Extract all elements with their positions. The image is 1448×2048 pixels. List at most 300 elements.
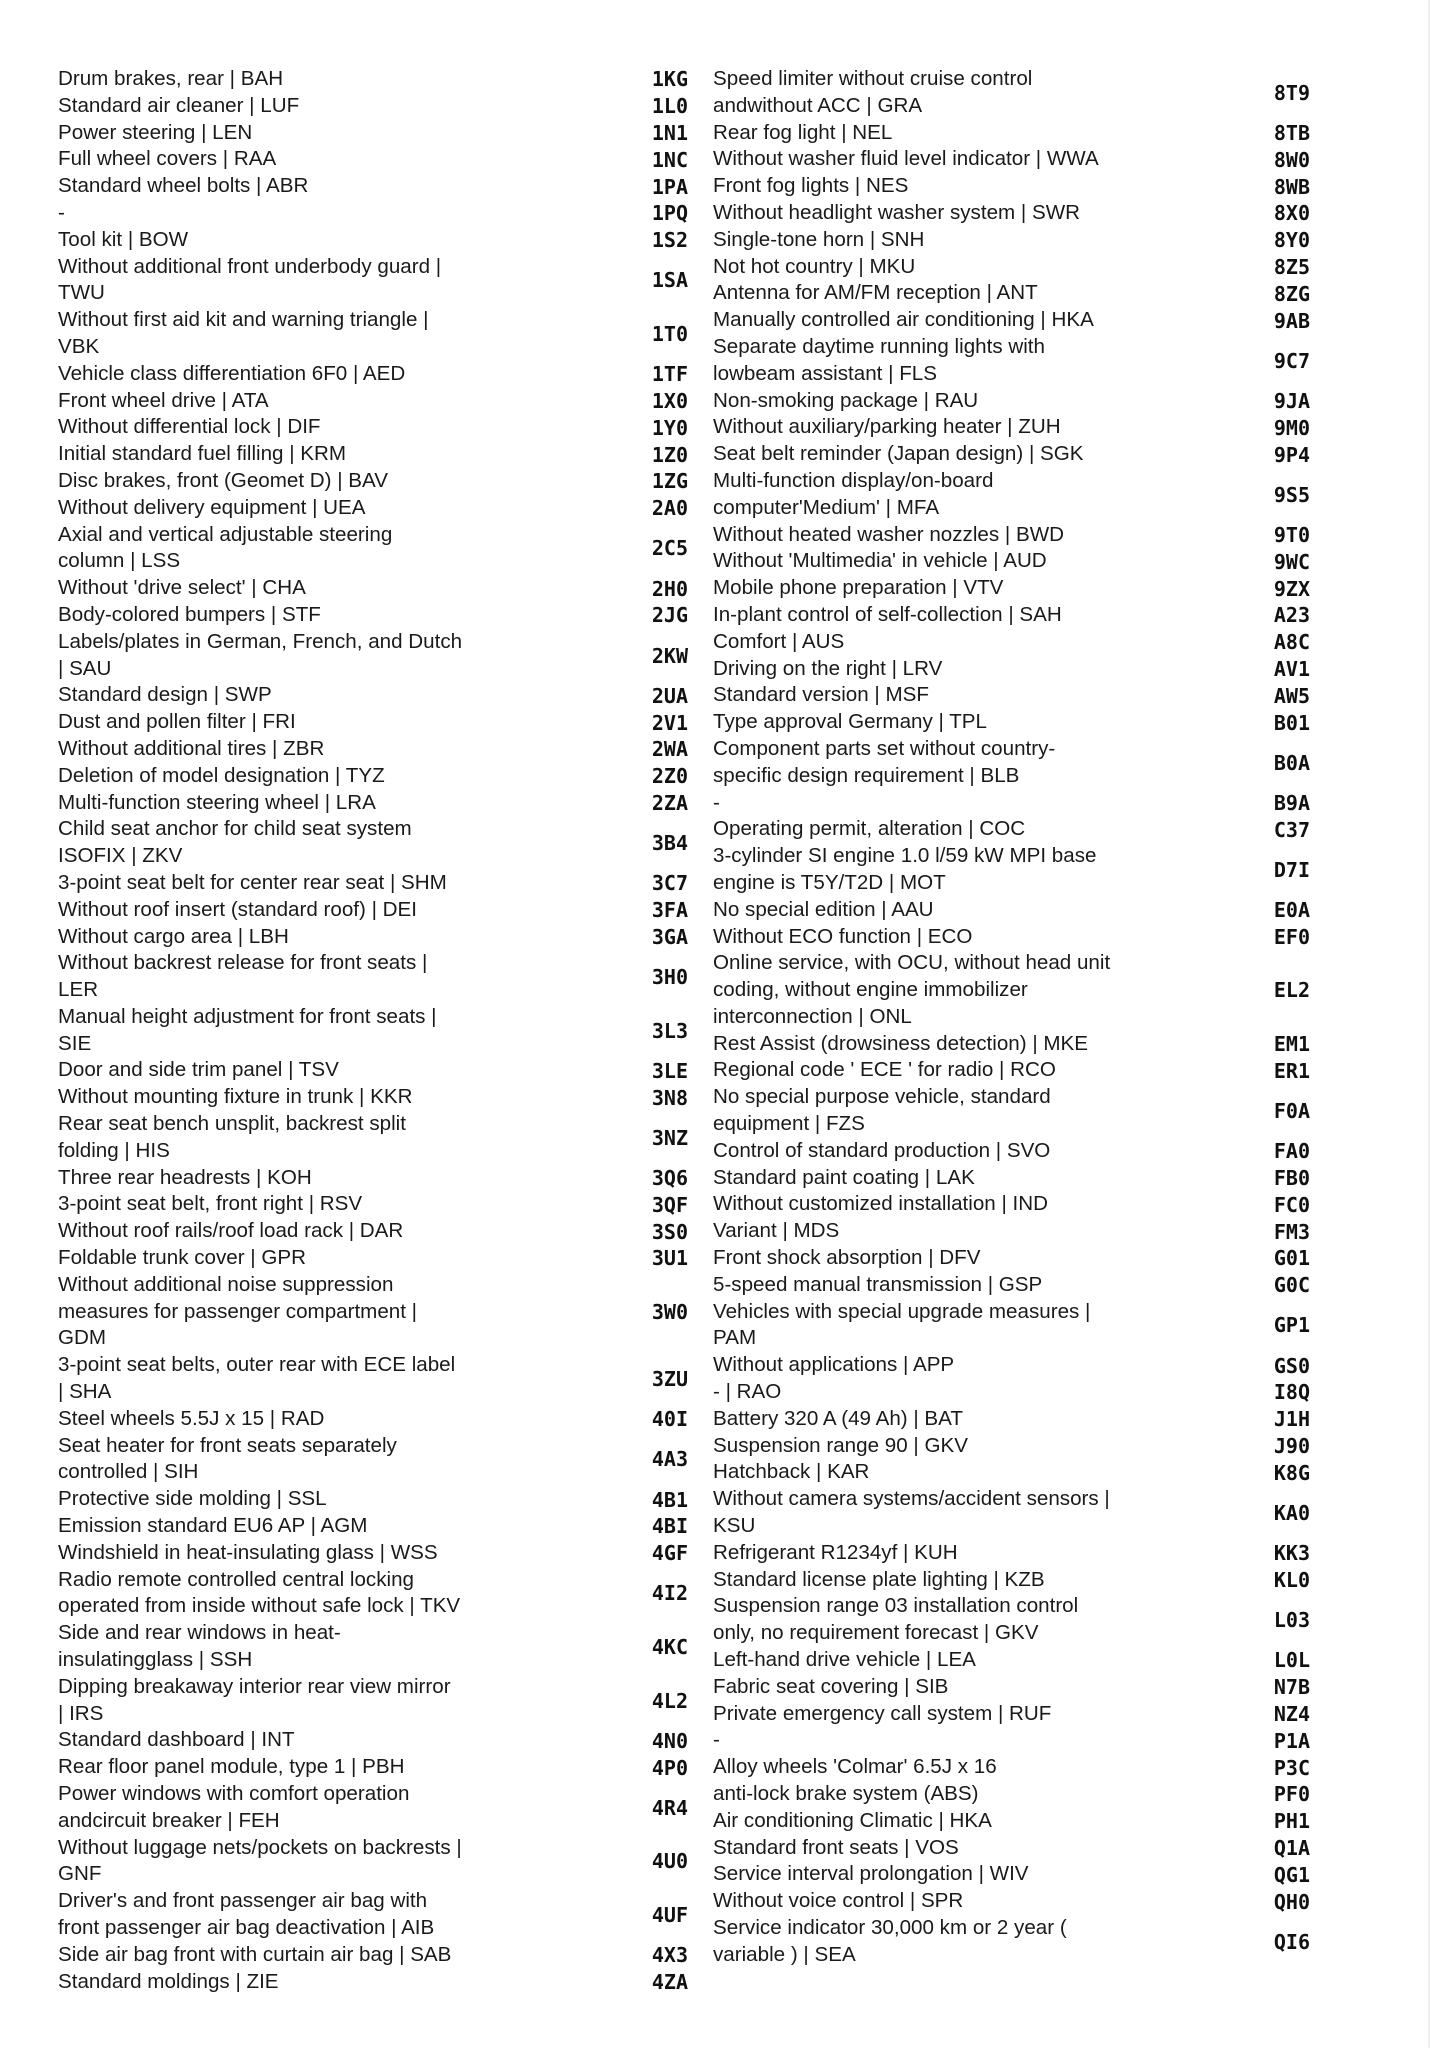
option-code: F0A bbox=[1273, 1099, 1310, 1124]
option-row bbox=[713, 146, 1310, 173]
option-row bbox=[58, 1433, 688, 1487]
option-code: 1N1 bbox=[651, 120, 688, 145]
option-description: Windshield in heat-insulating glass | WSS bbox=[58, 1540, 438, 1564]
option-code: 1L0 bbox=[651, 94, 688, 119]
option-row bbox=[713, 441, 1310, 468]
option-code: EF0 bbox=[1273, 924, 1310, 949]
option-description: Alloy wheels 'Colmar' 6.5J x 16 bbox=[713, 1755, 997, 1779]
option-row bbox=[58, 790, 688, 817]
option-row bbox=[58, 1218, 688, 1245]
option-row bbox=[713, 602, 1310, 629]
option-row bbox=[58, 709, 688, 736]
option-description: 3-point seat belt for center rear seat | SHM bbox=[58, 870, 447, 894]
option-row bbox=[58, 522, 688, 576]
option-row bbox=[58, 361, 688, 388]
option-code: 4U0 bbox=[651, 1849, 688, 1874]
option-description: Without auxiliary/parking heater | ZUH bbox=[713, 415, 1061, 439]
option-description: Left-hand drive vehicle | LEA bbox=[713, 1648, 976, 1672]
option-row bbox=[58, 1084, 688, 1111]
option-row bbox=[58, 763, 688, 790]
option-code: 3LE bbox=[651, 1058, 688, 1083]
option-code: 9T0 bbox=[1273, 522, 1310, 547]
option-description: Driving on the right | LRV bbox=[713, 656, 943, 680]
option-row bbox=[58, 1272, 688, 1352]
option-code: KK3 bbox=[1273, 1541, 1310, 1566]
option-row bbox=[713, 1593, 1310, 1647]
option-code: 9P4 bbox=[1273, 442, 1310, 467]
option-description: Standard design | SWP bbox=[58, 683, 272, 707]
option-row bbox=[713, 1861, 1310, 1888]
option-code: 3W0 bbox=[651, 1300, 688, 1325]
option-code: 3N8 bbox=[651, 1085, 688, 1110]
option-code: 2A0 bbox=[651, 496, 688, 521]
option-description: Seat heater for front seats separately controlled | SIH bbox=[58, 1433, 397, 1484]
option-code: GS0 bbox=[1273, 1353, 1310, 1378]
option-description: Air conditioning Climatic | HKA bbox=[713, 1808, 992, 1832]
option-code: 9WC bbox=[1273, 549, 1310, 574]
option-row bbox=[713, 629, 1310, 656]
option-row bbox=[58, 897, 688, 924]
option-row bbox=[713, 66, 1310, 120]
option-row bbox=[713, 1701, 1310, 1728]
option-description: Non-smoking package | RAU bbox=[713, 388, 979, 412]
option-code: 8Y0 bbox=[1273, 228, 1310, 253]
option-code: FB0 bbox=[1273, 1166, 1310, 1191]
option-description: Without washer fluid level indicator | WWA bbox=[713, 147, 1099, 171]
option-code: AW5 bbox=[1273, 683, 1310, 708]
option-description: Dipping breakaway interior rear view mirror | IRS bbox=[58, 1674, 451, 1725]
option-code: EL2 bbox=[1273, 978, 1310, 1003]
option-description: Single-tone horn | SNH bbox=[713, 227, 925, 251]
option-description: Without heated washer nozzles | BWD bbox=[713, 522, 1065, 546]
option-code: 2C5 bbox=[651, 536, 688, 561]
option-row bbox=[58, 173, 688, 200]
option-description: Not hot country | MKU bbox=[713, 254, 916, 278]
option-row bbox=[58, 66, 688, 93]
option-row bbox=[713, 816, 1310, 843]
option-description: Radio remote controlled central locking operated from inside without safe lock | TKV bbox=[58, 1567, 461, 1618]
option-code: D7I bbox=[1273, 857, 1310, 882]
option-code: 3QF bbox=[651, 1192, 688, 1217]
option-description: - bbox=[713, 1728, 720, 1752]
option-code: A8C bbox=[1273, 630, 1310, 655]
option-row bbox=[713, 1272, 1310, 1299]
option-row bbox=[58, 870, 688, 897]
option-row bbox=[713, 1915, 1310, 1969]
option-description: Protective side molding | SSL bbox=[58, 1487, 327, 1511]
option-description: Type approval Germany | TPL bbox=[713, 710, 987, 734]
option-row bbox=[58, 1835, 688, 1889]
option-row bbox=[713, 334, 1310, 388]
option-row bbox=[58, 254, 688, 308]
option-description: Rear fog light | NEL bbox=[713, 120, 893, 144]
option-code: 4ZA bbox=[651, 1969, 688, 1994]
option-description: 3-point seat belt, front right | RSV bbox=[58, 1192, 363, 1216]
option-description: Without differential lock | DIF bbox=[58, 415, 321, 439]
option-code: B9A bbox=[1273, 790, 1310, 815]
option-row bbox=[713, 682, 1310, 709]
option-code: I8Q bbox=[1273, 1380, 1310, 1405]
option-code: 2WA bbox=[651, 737, 688, 762]
option-description: Without applications | APP bbox=[713, 1353, 955, 1377]
option-code: 8ZG bbox=[1273, 281, 1310, 306]
option-code: 4KC bbox=[651, 1635, 688, 1660]
option-code: 1NC bbox=[651, 147, 688, 172]
option-code: FM3 bbox=[1273, 1219, 1310, 1244]
option-code: 4P0 bbox=[651, 1755, 688, 1780]
option-row bbox=[713, 1138, 1310, 1165]
option-description: Three rear headrests | KOH bbox=[58, 1165, 312, 1189]
option-code: 8Z5 bbox=[1273, 254, 1310, 279]
option-row bbox=[58, 1406, 688, 1433]
option-code: 4R4 bbox=[651, 1795, 688, 1820]
option-code: 4B1 bbox=[651, 1487, 688, 1512]
option-description: Hatchback | KAR bbox=[713, 1460, 870, 1484]
option-row bbox=[713, 656, 1310, 683]
option-code: P1A bbox=[1273, 1728, 1310, 1753]
option-row bbox=[58, 1888, 688, 1942]
option-row bbox=[58, 1486, 688, 1513]
option-code: G0C bbox=[1273, 1273, 1310, 1298]
option-description: Emission standard EU6 AP | AGM bbox=[58, 1514, 368, 1538]
option-description: Vehicle class differentiation 6F0 | AED bbox=[58, 361, 406, 385]
option-description: Standard air cleaner | LUF bbox=[58, 93, 300, 117]
option-code: EM1 bbox=[1273, 1032, 1310, 1057]
option-row bbox=[713, 1888, 1310, 1915]
option-description: Rear seat bench unsplit, backrest split folding | HIS bbox=[58, 1112, 406, 1162]
option-code: B0A bbox=[1273, 750, 1310, 775]
option-description: Disc brakes, front (Geomet D) | BAV bbox=[58, 468, 388, 492]
option-row bbox=[713, 1031, 1310, 1058]
option-row bbox=[713, 1406, 1310, 1433]
option-row bbox=[58, 1513, 688, 1540]
option-row bbox=[713, 1754, 1310, 1781]
option-description: Multi-function steering wheel | LRA bbox=[58, 790, 376, 814]
option-description: Foldable trunk cover | GPR bbox=[58, 1246, 306, 1270]
option-row bbox=[713, 1352, 1310, 1379]
option-row bbox=[713, 1299, 1310, 1353]
option-row bbox=[58, 1942, 688, 1969]
option-description: Driver's and front passenger air bag with front passenger air bag deactivation | AIB bbox=[58, 1889, 435, 1939]
option-row bbox=[58, 495, 688, 522]
left-column bbox=[58, 66, 688, 1995]
option-description: Without 'drive select' | CHA bbox=[58, 576, 306, 600]
option-row bbox=[713, 280, 1310, 307]
option-row bbox=[58, 629, 688, 683]
option-row bbox=[713, 1647, 1310, 1674]
option-row bbox=[713, 1433, 1310, 1460]
option-code: NZ4 bbox=[1273, 1702, 1310, 1726]
option-description: - | RAO bbox=[713, 1380, 782, 1404]
option-row bbox=[713, 120, 1310, 147]
option-description: Standard paint coating | LAK bbox=[713, 1165, 975, 1189]
option-code: 8TB bbox=[1273, 120, 1310, 145]
option-description: Control of standard production | SVO bbox=[713, 1138, 1051, 1162]
option-code: 9AB bbox=[1273, 308, 1310, 333]
option-description: Without headlight washer system | SWR bbox=[713, 200, 1081, 224]
option-description: Rest Assist (drowsiness detection) | MKE bbox=[713, 1031, 1089, 1055]
option-row bbox=[58, 1057, 688, 1084]
option-row bbox=[713, 468, 1310, 522]
option-description: Body-colored bumpers | STF bbox=[58, 602, 321, 626]
option-description: Without additional front underbody guard | TWU bbox=[58, 254, 442, 305]
option-description: Standard dashboard | INT bbox=[58, 1728, 295, 1752]
option-description: Front fog lights | NES bbox=[713, 174, 909, 198]
option-row bbox=[58, 307, 688, 361]
option-row bbox=[713, 950, 1310, 1030]
option-description: Vehicles with special upgrade measures | PAM bbox=[713, 1299, 1091, 1350]
option-description: Side air bag front with curtain air bag | SAB bbox=[58, 1942, 452, 1966]
option-code: E0A bbox=[1273, 898, 1310, 923]
option-row bbox=[713, 173, 1310, 200]
option-code: QG1 bbox=[1273, 1862, 1310, 1887]
option-description: No special edition | AAU bbox=[713, 897, 934, 921]
option-row bbox=[713, 897, 1310, 924]
option-code: A23 bbox=[1273, 603, 1310, 628]
option-code: C37 bbox=[1273, 817, 1310, 842]
option-code: 8WB bbox=[1273, 174, 1310, 199]
option-description: Without backrest release for front seats | LER bbox=[58, 951, 428, 1002]
option-description: Separate daytime running lights with lowbeam assistant | FLS bbox=[713, 334, 1045, 385]
option-code: KL0 bbox=[1273, 1568, 1310, 1593]
option-description: Without additional noise suppression measures for passenger compartment | GDM bbox=[58, 1272, 418, 1350]
option-description: Suspension range 03 installation control only, no requirement forecast | GKV bbox=[713, 1594, 1079, 1645]
option-code: 2UA bbox=[651, 683, 688, 708]
option-description: Manually controlled air conditioning | HKA bbox=[713, 308, 1094, 332]
option-code: 1KG bbox=[651, 67, 688, 92]
option-description: Front shock absorption | DFV bbox=[713, 1246, 981, 1270]
right-column bbox=[713, 66, 1310, 1969]
option-row bbox=[713, 1567, 1310, 1594]
option-code: 1SA bbox=[651, 268, 688, 293]
option-row bbox=[58, 227, 688, 254]
option-code: L0L bbox=[1273, 1648, 1310, 1673]
option-code: 4UF bbox=[651, 1902, 688, 1927]
option-description: Door and side trim panel | TSV bbox=[58, 1058, 339, 1082]
option-code: 8W0 bbox=[1273, 147, 1310, 172]
option-code: 1Z0 bbox=[651, 442, 688, 467]
option-code: 4L2 bbox=[651, 1688, 688, 1713]
option-description: Standard wheel bolts | ABR bbox=[58, 174, 309, 198]
option-row bbox=[58, 1781, 688, 1835]
option-row bbox=[58, 93, 688, 120]
option-code: PH1 bbox=[1273, 1809, 1310, 1834]
option-row bbox=[58, 1754, 688, 1781]
option-code: N7B bbox=[1273, 1675, 1310, 1700]
option-description: Power windows with comfort operation andcircuit breaker | FEH bbox=[58, 1782, 410, 1832]
option-description: Full wheel covers | RAA bbox=[58, 147, 277, 171]
option-row bbox=[58, 1674, 688, 1728]
option-description: Without luggage nets/pockets on backrests | GNF bbox=[58, 1835, 462, 1886]
option-code: 8X0 bbox=[1273, 201, 1310, 226]
option-code: G01 bbox=[1273, 1246, 1310, 1271]
option-description: Standard moldings | ZIE bbox=[58, 1969, 279, 1993]
option-code: 3ZU bbox=[651, 1367, 688, 1392]
option-code: KA0 bbox=[1273, 1501, 1310, 1526]
option-code: 40I bbox=[651, 1407, 688, 1432]
option-code: 4X3 bbox=[651, 1943, 688, 1968]
option-description: Axial and vertical adjustable steering column | LSS bbox=[58, 522, 393, 573]
option-code: J1H bbox=[1273, 1407, 1310, 1432]
option-row bbox=[713, 200, 1310, 227]
option-row bbox=[58, 388, 688, 415]
option-description: Without customized installation | IND bbox=[713, 1192, 1048, 1216]
option-row bbox=[58, 1191, 688, 1218]
option-description: Initial standard fuel filling | KRM bbox=[58, 442, 347, 466]
option-description: Multi-function display/on-board computer'Medium' | MFA bbox=[713, 468, 994, 519]
option-code: 1PQ bbox=[651, 201, 688, 226]
option-code: 3H0 bbox=[651, 965, 688, 990]
option-row bbox=[713, 254, 1310, 281]
option-description: Fabric seat covering | SIB bbox=[713, 1674, 949, 1698]
option-code: 9M0 bbox=[1273, 415, 1310, 440]
option-description: Child seat anchor for child seat system ISOFIX | ZKV bbox=[58, 817, 412, 868]
option-code: 4I2 bbox=[651, 1581, 688, 1606]
option-description: Deletion of model designation | TYZ bbox=[58, 763, 385, 787]
option-row bbox=[713, 924, 1310, 951]
option-row bbox=[58, 200, 688, 227]
option-description: Steel wheels 5.5J x 15 | RAD bbox=[58, 1406, 325, 1430]
option-description: - bbox=[713, 790, 720, 814]
option-code: 3GA bbox=[651, 924, 688, 949]
option-row bbox=[713, 388, 1310, 415]
option-row bbox=[58, 1111, 688, 1165]
option-row bbox=[58, 1567, 688, 1621]
option-row bbox=[58, 1540, 688, 1567]
option-description: Without roof insert (standard roof) | DEI bbox=[58, 897, 418, 921]
option-description: Mobile phone preparation | VTV bbox=[713, 576, 1004, 600]
option-row bbox=[713, 1808, 1310, 1835]
option-row bbox=[713, 790, 1310, 817]
option-code: 3U1 bbox=[651, 1246, 688, 1271]
option-row bbox=[713, 1727, 1310, 1754]
option-description: Tool kit | BOW bbox=[58, 227, 189, 251]
option-description: Without cargo area | LBH bbox=[58, 924, 289, 948]
option-row bbox=[713, 1379, 1310, 1406]
option-description: Front wheel drive | ATA bbox=[58, 388, 269, 412]
option-row bbox=[713, 1245, 1310, 1272]
option-code: 3C7 bbox=[651, 871, 688, 896]
option-code: 3S0 bbox=[651, 1219, 688, 1244]
option-code: J90 bbox=[1273, 1434, 1310, 1459]
option-row bbox=[713, 709, 1310, 736]
option-code: 2KW bbox=[651, 643, 688, 668]
option-description: 3-cylinder SI engine 1.0 l/59 kW MPI base engine is T5Y/T2D | MOT bbox=[713, 844, 1097, 894]
option-row bbox=[58, 1165, 688, 1192]
option-code: 1T0 bbox=[651, 321, 688, 346]
option-code: P3C bbox=[1273, 1755, 1310, 1780]
option-code: 3L3 bbox=[651, 1018, 688, 1043]
option-code: 4A3 bbox=[651, 1447, 688, 1472]
option-row bbox=[58, 816, 688, 870]
option-row bbox=[58, 1245, 688, 1272]
option-description: - bbox=[58, 200, 65, 224]
option-code: 2ZA bbox=[651, 790, 688, 815]
option-description: anti-lock brake system (ABS) bbox=[713, 1782, 979, 1805]
option-row bbox=[58, 1620, 688, 1674]
option-code: 9S5 bbox=[1273, 482, 1310, 507]
option-description: Private emergency call system | RUF bbox=[713, 1701, 1052, 1725]
option-description: 3-point seat belts, outer rear with ECE label | SHA bbox=[58, 1353, 456, 1404]
option-row bbox=[713, 1781, 1310, 1808]
option-code: 1S2 bbox=[651, 228, 688, 253]
option-description: Comfort | AUS bbox=[713, 629, 845, 653]
option-row bbox=[713, 575, 1310, 602]
option-code: 8T9 bbox=[1273, 80, 1310, 105]
option-code: 3NZ bbox=[651, 1125, 688, 1150]
option-row bbox=[58, 924, 688, 951]
option-row bbox=[58, 682, 688, 709]
option-description: Without mounting fixture in trunk | KKR bbox=[58, 1085, 413, 1109]
option-code: AV1 bbox=[1273, 656, 1310, 681]
option-row bbox=[713, 1218, 1310, 1245]
option-code: 1Y0 bbox=[651, 415, 688, 440]
option-code: Q1A bbox=[1273, 1835, 1310, 1860]
option-description: Regional code ' ECE ' for radio | RCO bbox=[713, 1058, 1056, 1082]
option-code: 4GF bbox=[651, 1541, 688, 1566]
option-code: 9JA bbox=[1273, 388, 1310, 413]
option-row bbox=[713, 307, 1310, 334]
option-code: 2V1 bbox=[651, 710, 688, 735]
option-description: Service interval prolongation | WIV bbox=[713, 1862, 1029, 1886]
option-code: 9ZX bbox=[1273, 576, 1310, 601]
option-description: Variant | MDS bbox=[713, 1219, 840, 1243]
option-row bbox=[713, 414, 1310, 441]
option-description: Refrigerant R1234yf | KUH bbox=[713, 1540, 958, 1564]
option-row bbox=[713, 1540, 1310, 1567]
option-description: Seat belt reminder (Japan design) | SGK bbox=[713, 442, 1084, 466]
option-row bbox=[713, 843, 1310, 897]
option-description: Power steering | LEN bbox=[58, 120, 253, 144]
option-code: GP1 bbox=[1273, 1313, 1310, 1338]
option-row bbox=[58, 602, 688, 629]
option-row bbox=[713, 548, 1310, 575]
option-row bbox=[58, 950, 688, 1004]
option-code: 3FA bbox=[651, 898, 688, 923]
option-code: QH0 bbox=[1273, 1889, 1310, 1914]
option-code: 1X0 bbox=[651, 388, 688, 413]
option-description: Without roof rails/roof load rack | DAR bbox=[58, 1219, 404, 1243]
option-row bbox=[58, 1727, 688, 1754]
option-row bbox=[713, 1835, 1310, 1862]
option-code: 9C7 bbox=[1273, 348, 1310, 373]
option-row bbox=[58, 1004, 688, 1058]
option-row bbox=[713, 1057, 1310, 1084]
option-description: Service indicator 30,000 km or 2 year ( variable ) | SEA bbox=[713, 1915, 1067, 1966]
option-description: Side and rear windows in heat- insulatingglass | SSH bbox=[58, 1621, 341, 1672]
option-description: Without 'Multimedia' in vehicle | AUD bbox=[713, 549, 1047, 573]
scan-edge bbox=[1428, 0, 1430, 2048]
option-description: Manual height adjustment for front seats | SIE bbox=[58, 1004, 437, 1055]
option-description: Without delivery equipment | UEA bbox=[58, 495, 366, 519]
option-code: ER1 bbox=[1273, 1058, 1310, 1083]
option-description: Antenna for AM/FM reception | ANT bbox=[713, 281, 1038, 305]
option-description: Suspension range 90 | GKV bbox=[713, 1433, 968, 1457]
option-code: FC0 bbox=[1273, 1192, 1310, 1217]
option-description: Standard front seats | VOS bbox=[713, 1835, 959, 1859]
option-row bbox=[713, 736, 1310, 790]
option-description: Without first aid kit and warning triangle | VBK bbox=[58, 308, 429, 358]
option-row bbox=[58, 468, 688, 495]
option-row bbox=[713, 1674, 1310, 1701]
option-code: 4BI bbox=[651, 1514, 688, 1539]
option-description: Without camera systems/accident sensors | KSU bbox=[713, 1487, 1110, 1538]
option-code: 3B4 bbox=[651, 831, 688, 856]
option-row bbox=[713, 1459, 1310, 1486]
option-code: 2JG bbox=[651, 603, 688, 628]
option-code: PF0 bbox=[1273, 1782, 1310, 1807]
option-description: In-plant control of self-collection | SAH bbox=[713, 602, 1062, 626]
